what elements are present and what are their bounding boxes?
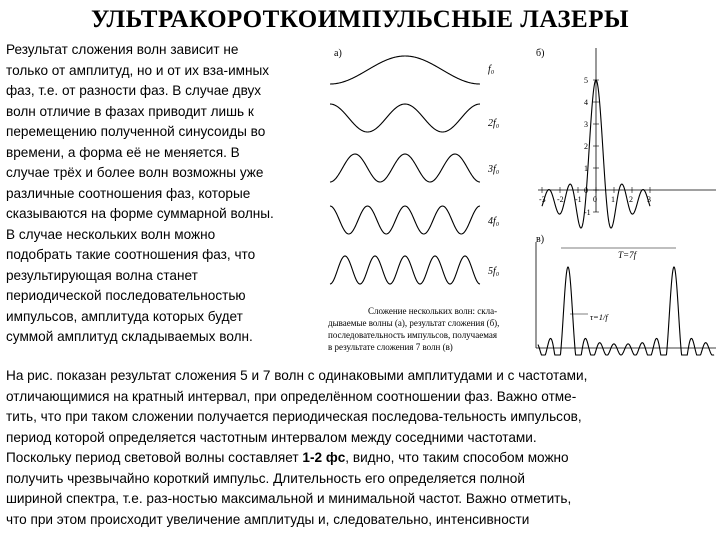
text-line: тить, что при таком сложении получается периодическая последова-тельность импульсов, — [6, 409, 582, 424]
text-line: что при этом происходит увеличение амплитуды и, следовательно, интенсивности — [6, 511, 530, 527]
period-label: T=7f — [618, 250, 637, 260]
y-tick-label: 5 — [584, 76, 588, 85]
panel-c-pulse-train — [536, 234, 716, 355]
caption-line: дываемые волны (а), результат сложения (б), — [328, 318, 500, 328]
text-line: шириной спектра, т.е. раз-ностью максимальной и минимальной частот. Важно отметить, — [6, 491, 572, 506]
text-line: отличающимися на кратный интервал, при определённом соотношении фаз. Важно отме- — [6, 388, 577, 404]
text-line: фаз, т.е. от разности фаз. В случае двух — [6, 83, 262, 98]
caption-line: в результате сложения 7 волн (в) — [328, 342, 453, 352]
component-wave — [330, 154, 480, 182]
panel-b-sum-plot — [536, 48, 716, 228]
panel-a-label: а) — [334, 48, 342, 59]
pulse-duration-value: 1-2 фс — [302, 450, 346, 465]
text-line: только от амплитуд, но и от их вза-имных — [6, 62, 270, 78]
wave-addition-figure — [326, 44, 720, 364]
text-line: времени, а форма её не меняется. В — [6, 144, 240, 160]
y-tick-label: 2 — [584, 142, 588, 151]
text-line: перемещению полученной синусоиды во — [6, 124, 266, 139]
pulse-width-label: τ=1/f — [590, 312, 608, 322]
text-line: суммой амплитуд складываемых волн. — [6, 329, 253, 344]
text-line: периодической последовательностью — [6, 288, 246, 303]
text-line: результирующая волна станет — [6, 267, 198, 283]
text-line: волн отличие в фазах приводит лишь к — [6, 103, 254, 119]
y-tick-label: 1 — [584, 164, 588, 173]
y-tick-label: 4 — [584, 98, 588, 107]
text-line: Результат сложения волн зависит не — [6, 42, 239, 57]
panel-a-waves — [330, 48, 500, 284]
x-tick-label: -1 — [575, 195, 582, 204]
text-fragment: , видно, что таким способом можно — [345, 450, 569, 465]
wave-label: 3f₀ — [488, 164, 500, 175]
wave-label: 2f₀ — [488, 118, 500, 129]
text-line: случае трёх и более волн возможны уже — [6, 165, 264, 180]
component-wave — [330, 206, 480, 234]
caption-line: последовательность импульсов, получаемая — [328, 330, 497, 340]
intro-paragraph — [6, 40, 326, 348]
component-wave — [330, 256, 480, 284]
wave-label: 5f₀ — [488, 266, 500, 277]
x-tick-label: -3 — [539, 195, 546, 204]
text-line: сказываются на форме суммарной волны. — [6, 206, 274, 221]
pulse-train — [538, 267, 714, 355]
panel-c-label: в) — [536, 234, 545, 245]
text-fragment: Поскольку период световой волны составляет — [6, 450, 303, 465]
y-tick-label: 0 — [584, 186, 588, 195]
x-tick-label: 3 — [647, 195, 651, 204]
text-line: импульсов, амплитуда которых будет — [6, 308, 243, 324]
text-line: На рис. показан результат сложения 5 и 7 волн с одинаковыми амплитудами и с частотами, — [6, 368, 588, 383]
wave-label: 4f₀ — [488, 216, 500, 227]
text-line-with-bold — [6, 448, 718, 469]
x-tick-label: 0 — [593, 195, 597, 204]
figure-caption — [328, 306, 499, 352]
text-line: подобрать такие соотношения фаз, что — [6, 247, 256, 262]
text-line: В случае нескольких волн можно — [6, 226, 216, 242]
component-wave — [330, 104, 480, 132]
caption-line: Сложение нескольких волн: скла- — [368, 306, 498, 316]
y-tick-label: 3 — [584, 120, 588, 129]
text-line: период которой определяется частотным интервалом между соседними частотами. — [6, 429, 537, 445]
page-title: УЛЬТРАКОРОТКОИМПУЛЬСНЫЕ ЛАЗЕРЫ — [90, 6, 630, 33]
x-tick-label: 2 — [629, 195, 633, 204]
body-paragraph — [6, 366, 718, 530]
x-tick-label: -2 — [557, 195, 564, 204]
text-line: различные соотношения фаз, которые — [6, 185, 251, 201]
wave-label: f₀ — [488, 64, 495, 75]
component-wave — [330, 56, 480, 84]
y-tick-label: -1 — [584, 208, 591, 217]
panel-b-label: б) — [536, 48, 545, 59]
text-line: получить чрезвычайно короткий импульс. Длительность его определяется полной — [6, 470, 525, 486]
x-tick-label: 1 — [611, 195, 615, 204]
